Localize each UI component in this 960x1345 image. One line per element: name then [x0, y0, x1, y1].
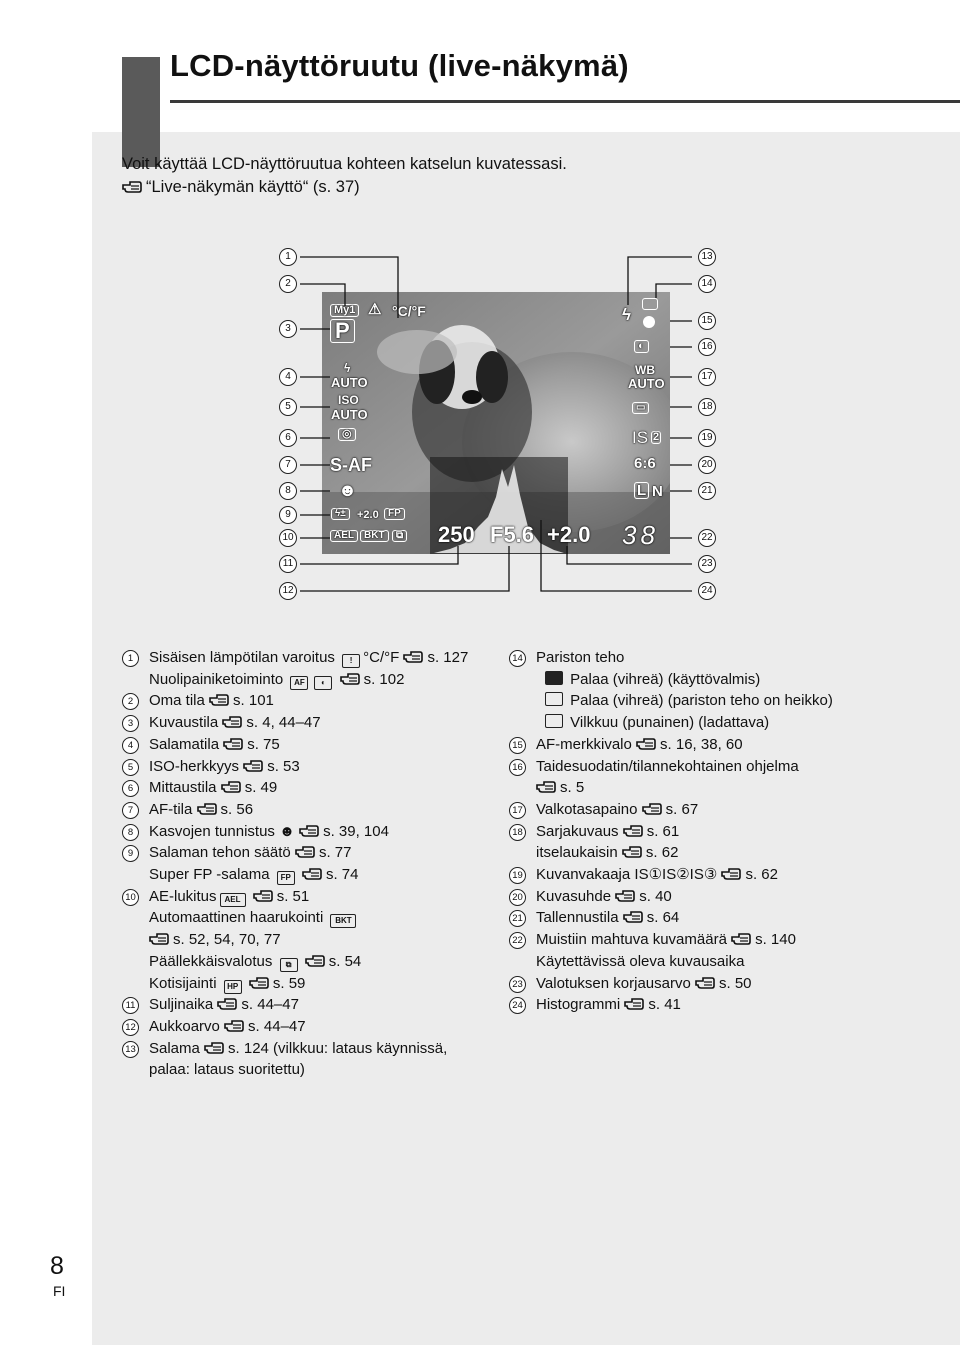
callout-5: 5	[279, 398, 297, 416]
af-mode: S-AF	[330, 455, 372, 475]
reference-icon	[221, 780, 241, 793]
callout-1: 1	[279, 248, 297, 266]
legend-item-11: 11 Suljinaika s. 44–47	[122, 994, 468, 1016]
super-fp: FP	[384, 508, 405, 520]
callout-10: 10	[279, 529, 297, 547]
callout-15: 15	[698, 312, 716, 330]
reference-icon	[615, 889, 635, 902]
callout-14: 14	[698, 275, 716, 293]
legend-item-24: 24 Histogrammi s. 41	[509, 994, 833, 1016]
callout-lines	[0, 0, 960, 620]
legend-item-6: 6 Mittaustila s. 49	[122, 777, 468, 799]
callout-7: 7	[279, 456, 297, 474]
callout-16: 16	[698, 338, 716, 356]
callout-20: 20	[698, 456, 716, 474]
legend-item-10: 10 AE-lukitus AEL s. 51	[122, 886, 468, 908]
image-size: L	[634, 482, 649, 499]
multi-exposure-icon: ⧉	[392, 530, 407, 542]
temp-warning: °C/°F	[392, 303, 426, 319]
callout-13: 13	[698, 248, 716, 266]
legend-item-5: 5 ISO-herkkyys s. 53	[122, 756, 468, 778]
battery-empty-icon	[545, 714, 563, 728]
reference-icon	[624, 997, 644, 1010]
legend-item-4: 4 Salamatila s. 75	[122, 734, 468, 756]
callout-22: 22	[698, 529, 716, 547]
reference-icon	[224, 1019, 244, 1032]
iso-auto: AUTO	[331, 407, 368, 422]
legend-item-23: 23 Valotuksen korjausarvo s. 50	[509, 973, 833, 995]
face-detect-icon: ☻	[338, 480, 357, 500]
reference-icon	[243, 759, 263, 772]
intro-line-1: Voit käyttää LCD-näyttöruutua kohteen katselun kuvatessasi.	[122, 155, 567, 173]
callout-18: 18	[698, 398, 716, 416]
callout-11: 11	[279, 555, 297, 573]
legend-item-20: 20 Kuvasuhde s. 40	[509, 886, 833, 908]
reference-icon	[536, 780, 556, 793]
reference-icon	[636, 737, 656, 750]
flash-comp-icon: ϟ±	[331, 508, 350, 520]
stabilizer-modes-icon: IS①IS②IS③	[634, 866, 718, 884]
legend-item-3: 3 Kuvaustila s. 4, 44–47	[122, 712, 468, 734]
reference-icon	[253, 889, 273, 902]
callout-23: 23	[698, 555, 716, 573]
reference-icon	[623, 910, 643, 923]
reference-icon	[249, 976, 269, 989]
reference-icon	[340, 672, 360, 685]
page-number: 8	[50, 1252, 64, 1280]
wb-label: WB	[635, 363, 655, 377]
flash-ready-icon: ϟ	[622, 305, 631, 324]
legend-item-18: 18 Sarjakuvaus s. 61	[509, 821, 833, 843]
callout-2: 2	[279, 275, 297, 293]
callout-21: 21	[698, 482, 716, 500]
legend-item-1: 1 Sisäisen lämpötilan varoitus ! °C/°F s. 127	[122, 647, 468, 669]
face-icon: ☻	[279, 822, 295, 840]
reference-icon	[222, 715, 242, 728]
stabilizer-mode: 2	[653, 431, 660, 443]
temp-warning-icon: ⚠	[368, 301, 382, 318]
shooting-mode: P	[330, 319, 355, 343]
reference-icon	[721, 867, 741, 880]
reference-icon	[622, 845, 642, 858]
reference-icon	[223, 737, 243, 750]
legend-item-15: 15 AF-merkkivalo s. 16, 38, 60	[509, 734, 833, 756]
legend-item-16: 16 Taidesuodatin/tilannekohtainen ohjelma	[509, 756, 833, 778]
callout-17: 17	[698, 368, 716, 386]
legend-item-7: 7 AF-tila s. 56	[122, 799, 468, 821]
shutter-speed: 250	[438, 522, 475, 547]
arrow-scene-icon: ◐	[314, 676, 332, 690]
reference-icon	[642, 802, 662, 815]
aspect-ratio: 6:6	[634, 455, 656, 472]
reference-icon	[299, 824, 319, 837]
reference-icon	[295, 845, 315, 858]
reference-icon	[305, 954, 325, 967]
battery-low-icon	[545, 692, 563, 706]
reference-icon	[149, 932, 169, 945]
remaining-shots: 38	[622, 520, 659, 550]
callout-3: 3	[279, 320, 297, 338]
callout-6: 6	[279, 429, 297, 447]
my-mode-badge: My1	[330, 304, 359, 317]
reference-icon	[302, 867, 322, 880]
callout-4: 4	[279, 368, 297, 386]
intro-line-2: “Live-näkymän käyttö“ (s. 37)	[122, 176, 567, 199]
reference-icon	[623, 824, 643, 837]
battery-full-icon	[545, 671, 563, 685]
legend-item-14: 14 Pariston teho	[509, 647, 833, 669]
page-title: LCD-näyttöruutu (live-näkymä)	[170, 48, 629, 83]
drive-mode-icon: ▭	[632, 402, 649, 414]
exposure-comp: +2.0	[547, 522, 591, 547]
language-code: FI	[53, 1283, 66, 1299]
reference-icon	[731, 932, 751, 945]
legend-item-13: 13 Salama s. 124 (vilkkuu: lataus käynnissä,	[122, 1038, 468, 1060]
legend-item-19: 19 Kuvanvakaaja IS①IS②IS③ s. 62	[509, 864, 833, 886]
bkt-icon: BKT	[330, 914, 356, 928]
auto-bracket: BKT	[360, 530, 389, 542]
reference-icon	[695, 976, 715, 989]
warning-icon: !	[342, 654, 360, 668]
callout-19: 19	[698, 429, 716, 447]
ae-lock: AEL	[330, 530, 358, 542]
compression: N	[652, 483, 663, 500]
callout-8: 8	[279, 482, 297, 500]
callout-9: 9	[279, 506, 297, 524]
legend-item-17: 17 Valkotasapaino s. 67	[509, 799, 833, 821]
legend-right: 14 Pariston teho Palaa (vihreä) (käyttövalmis) Palaa (vihreä) (pariston teho on heikko) Vilkkuu (punainen) (ladattava) 15 AF-merkkivalo s. 16, 38, 60 16 Taidesuodatin/tilannekohtainen ohjelma s. 5 17 Valkotasapaino s. 67 18 Sarjakuvaus s. 61 itselaukaisin s. 62 19 Kuvanvakaaja IS①IS②IS③ s. 62 20 Kuvasuhde s. 40 21 Tallennustila s. 64 22 Muistiin mahtuva kuvamäärä s. 140 Käytettävissä oleva kuvausaika 23 Valotuksen korjausarvo s. 50 24 Histogrammi s. 41	[509, 647, 833, 1016]
flash-icon: ϟ	[344, 361, 351, 375]
fp-icon: FP	[277, 871, 295, 885]
callout-12: 12	[279, 582, 297, 600]
reference-icon	[209, 693, 229, 706]
legend-item-21: 21 Tallennustila s. 64	[509, 907, 833, 929]
arrow-af-icon: AF	[290, 676, 308, 690]
iso-label: ISO	[338, 393, 359, 407]
art-filter-icon: ◐	[634, 340, 649, 353]
callout-24: 24	[698, 582, 716, 600]
legend-item-12: 12 Aukkoarvo s. 44–47	[122, 1016, 468, 1038]
flash-auto: AUTO	[331, 375, 368, 390]
reference-icon	[217, 997, 237, 1010]
reference-icon	[403, 650, 423, 663]
metering-icon: ◎	[338, 428, 356, 441]
home-position-icon: HP	[224, 980, 242, 994]
aperture-value: F5.6	[490, 522, 535, 547]
wb-auto: AUTO	[628, 376, 665, 391]
legend-item-22: 22 Muistiin mahtuva kuvamäärä s. 140	[509, 929, 833, 951]
ael-icon: AEL	[220, 893, 246, 907]
flash-comp: +2.0	[357, 509, 379, 521]
legend-item-9: 9 Salaman tehon säätö s. 77	[122, 842, 468, 864]
legend-item-8: 8 Kasvojen tunnistus ☻ s. 39, 104	[122, 821, 468, 843]
reference-icon	[197, 802, 217, 815]
legend-left: 1 Sisäisen lämpötilan varoitus ! °C/°F s. 127 Nuolipainiketoiminto AF ◐ s. 102 2 Oma tila s. 101 3 Kuvaustila s. 4, 44–47 4 Salamatila s. 75 5 ISO-herkkyys s. 53 6 Mittaustila s. 49 7 AF-tila s. 56 8 Kasvojen tunnistus ☻ s. 39, 104 9 Salaman tehon säätö s. 77 Super FP -salama FP s. 74 10 AE-lukitus AEL s. 51 Automaattinen haarukointi BKT s. 52, 54, 70, 77 Päällekkäisvalotus ⧉ s. 54 Kotisijainti HP s. 59 11 Suljinaika s. 44–47 12 Aukkoarvo s. 44–47 13 Salama s. 124 (vilkkuu: lataus käynnissä, palaa: lataus suoritettu)	[122, 647, 468, 1081]
stabilizer-label: IS	[632, 428, 649, 447]
multi-exposure-icon: ⧉	[280, 958, 298, 972]
legend-item-2: 2 Oma tila s. 101	[122, 690, 468, 712]
reference-icon	[204, 1041, 224, 1054]
